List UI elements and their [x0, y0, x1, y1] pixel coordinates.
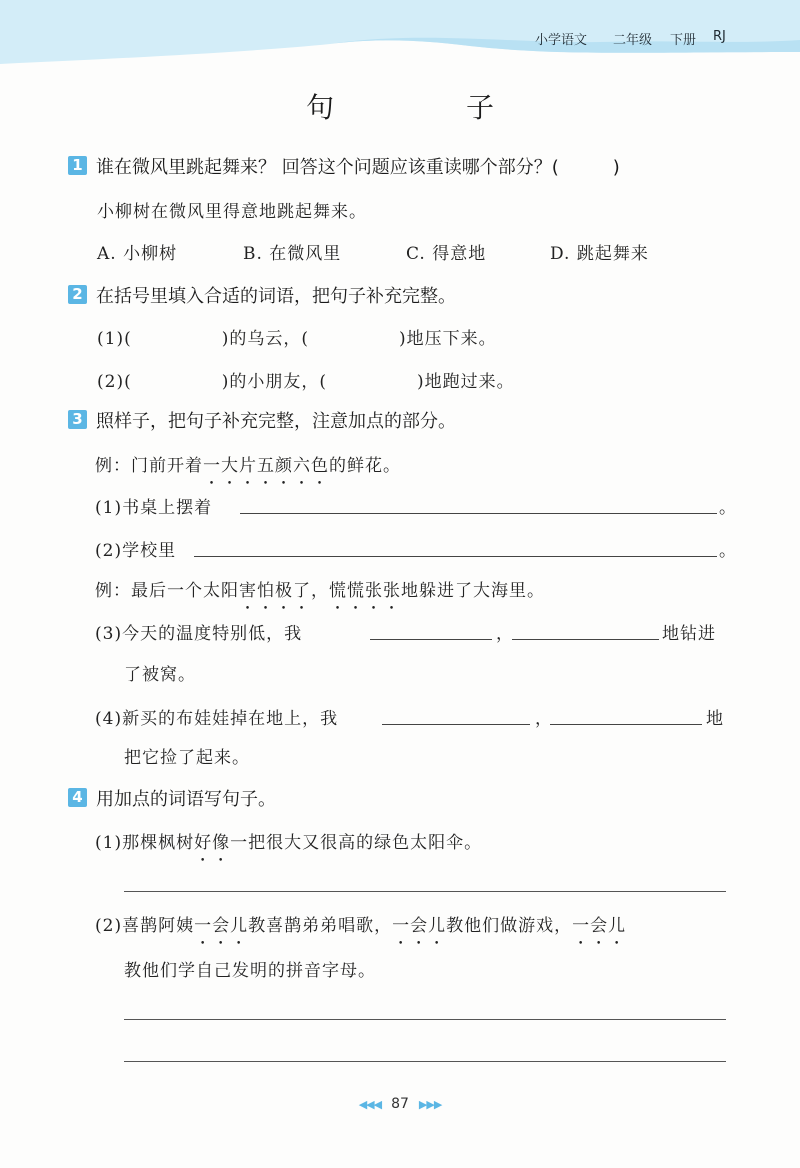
- question-2-number: 2: [68, 285, 87, 304]
- header-subject: 小学语文: [535, 33, 588, 48]
- writing-line[interactable]: [124, 891, 726, 892]
- dotted-char: 像: [212, 833, 231, 853]
- dotted-char: 一: [572, 916, 591, 936]
- writing-line[interactable]: [124, 1061, 726, 1062]
- dotted-char: 了: [293, 581, 311, 601]
- dotted-char: 一: [203, 456, 221, 476]
- dotted-char: 害: [239, 581, 257, 601]
- header-grade: 二年级: [613, 33, 653, 48]
- dotted-char: 好: [194, 833, 213, 853]
- dotted-char: 会: [410, 916, 429, 936]
- dotted-char: 儿: [230, 916, 249, 936]
- question-4-prompt: 用加点的词语写句子。: [96, 789, 276, 810]
- header-volume: 下册: [670, 33, 697, 48]
- dotted-char: 五: [257, 456, 275, 476]
- item-1-prefix: (1)那棵枫树: [95, 833, 195, 853]
- comma: ，: [535, 709, 553, 729]
- example-2-prefix: 例：最后一个太阳: [95, 581, 239, 601]
- period: 。: [719, 541, 737, 561]
- question-2-item-1: (1)( )的乌云，( )地压下来。: [97, 329, 497, 349]
- question-3-example-1: [95, 451, 401, 476]
- question-1-number: 1: [68, 156, 87, 175]
- question-4-item-1: [95, 828, 482, 853]
- dotted-char: 极: [275, 581, 293, 601]
- question-3-number: 3: [68, 410, 87, 429]
- question-1-option-d: D. 跳起舞来: [550, 244, 649, 264]
- question-3-item-4-suffix: 地: [706, 709, 724, 729]
- period: 。: [719, 498, 737, 518]
- page-title: 句 子: [305, 91, 546, 124]
- question-3-item-4: (4)新买的布娃娃掉在地上，我: [95, 709, 339, 729]
- answer-blank[interactable]: [194, 556, 717, 557]
- dotted-char: 一: [194, 916, 213, 936]
- item-1-suffix: 一把很大又很高的绿色太阳伞。: [230, 833, 483, 853]
- question-1-sentence: 小柳树在微风里得意地跳起舞来。: [97, 202, 367, 222]
- answer-blank[interactable]: [512, 639, 659, 640]
- question-3-example-2: [95, 576, 545, 601]
- answer-blank[interactable]: [382, 724, 530, 725]
- item-2-mid-1: 教喜鹊弟弟唱歌，: [248, 916, 393, 936]
- dotted-char: 慌: [329, 581, 347, 601]
- question-4-item-2: [95, 911, 626, 936]
- question-4-number: 4: [68, 788, 87, 807]
- answer-blank[interactable]: [240, 513, 717, 514]
- dotted-char: 一: [392, 916, 411, 936]
- question-1-option-b: B. 在微风里: [243, 244, 342, 264]
- dotted-char: 儿: [608, 916, 627, 936]
- question-1-prompt: 谁在微风里跳起舞来？ 回答这个问题应该重读哪个部分？( ): [96, 157, 620, 178]
- answer-blank[interactable]: [550, 724, 702, 725]
- prev-arrows-icon: ◀◀◀: [358, 1098, 382, 1111]
- question-3-item-2: (2)学校里: [95, 541, 177, 561]
- example-1-suffix: 的鲜花。: [329, 456, 401, 476]
- header-edition: RJ: [713, 29, 726, 44]
- dotted-char: 大: [221, 456, 239, 476]
- dotted-char: 儿: [428, 916, 447, 936]
- question-3-item-4-cont: 把它捡了起来。: [124, 748, 250, 768]
- question-3-item-3-cont: 了被窝。: [124, 665, 196, 685]
- question-3-item-3: (3)今天的温度特别低，我: [95, 624, 303, 644]
- writing-line[interactable]: [124, 1019, 726, 1020]
- dotted-char: 片: [239, 456, 257, 476]
- question-3-item-3-suffix: 地钻进: [662, 624, 716, 644]
- dotted-char: 慌: [347, 581, 365, 601]
- next-arrows-icon: ▶▶▶: [418, 1098, 442, 1111]
- dotted-char: 色: [311, 456, 329, 476]
- example-2-suffix: 地躲进了大海里。: [401, 581, 545, 601]
- page-footer: [0, 1096, 800, 1112]
- question-2-item-2: (2)( )的小朋友，( )地跑过来。: [97, 372, 515, 392]
- dotted-char: 会: [212, 916, 231, 936]
- dotted-char: 怕: [257, 581, 275, 601]
- dotted-char: 张: [365, 581, 383, 601]
- question-2-prompt: 在括号里填入合适的词语，把句子补充完整。: [96, 286, 456, 307]
- comma: ，: [496, 624, 514, 644]
- question-3-item-1: (1)书桌上摆着: [95, 498, 213, 518]
- dotted-char: 会: [590, 916, 609, 936]
- question-3-prompt: 照样子，把句子补充完整，注意加点的部分。: [96, 411, 456, 432]
- page-number: 87: [391, 1096, 409, 1112]
- answer-blank[interactable]: [370, 639, 492, 640]
- question-4-item-2-cont: 教他们学自己发明的拼音字母。: [124, 961, 376, 981]
- example-2-comma: ，: [311, 581, 329, 601]
- question-1-option-c: C. 得意地: [406, 244, 487, 264]
- item-2-mid-2: 教他们做游戏，: [446, 916, 573, 936]
- dotted-char: 六: [293, 456, 311, 476]
- item-2-prefix: (2)喜鹊阿姨: [95, 916, 195, 936]
- dotted-char: 张: [383, 581, 401, 601]
- question-1-option-a: A. 小柳树: [97, 244, 178, 264]
- dotted-char: 颜: [275, 456, 293, 476]
- example-1-prefix: 例：门前开着: [95, 456, 203, 476]
